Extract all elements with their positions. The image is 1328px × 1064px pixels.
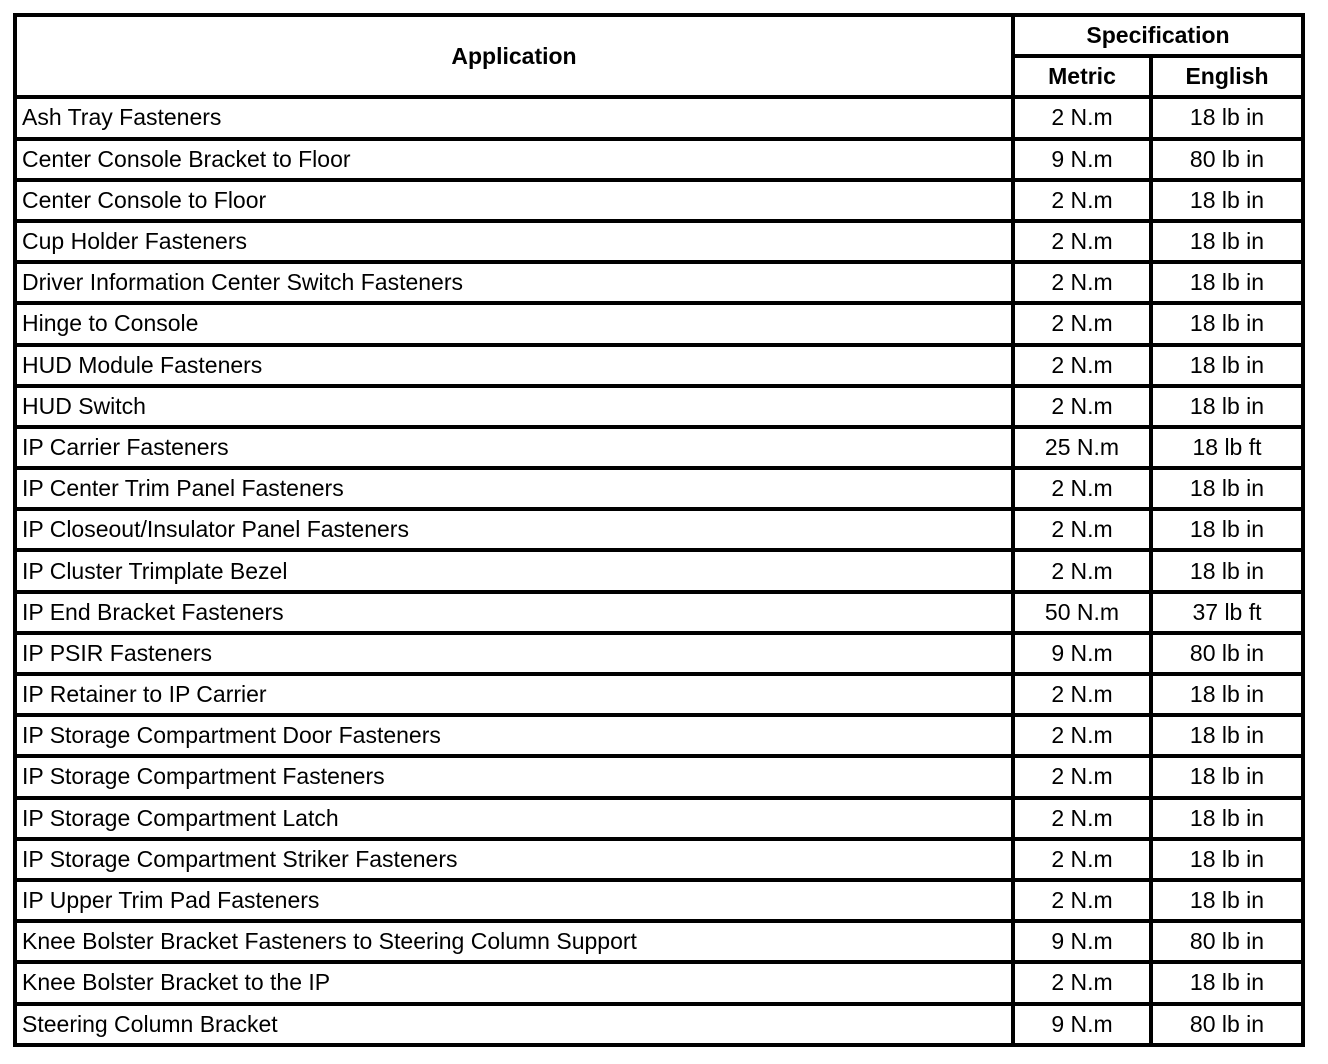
table-row (15, 880, 1303, 921)
table-row (15, 139, 1303, 180)
table-row (15, 550, 1303, 591)
english-cell: 18 lb in (1151, 262, 1303, 303)
table-body (15, 97, 1303, 1044)
english-cell: 18 lb in (1151, 345, 1303, 386)
table-row (15, 509, 1303, 550)
table-row (15, 221, 1303, 262)
application-cell: IP Storage Compartment Fasteners (15, 756, 1013, 797)
metric-cell: 2 N.m (1013, 386, 1151, 427)
application-cell: IP Closeout/Insulator Panel Fasteners (15, 509, 1013, 550)
table-row (15, 798, 1303, 839)
english-cell: 18 lb in (1151, 468, 1303, 509)
fastener-spec-table (13, 13, 1305, 1047)
english-cell: 18 lb in (1151, 550, 1303, 591)
metric-cell: 9 N.m (1013, 921, 1151, 962)
metric-cell: 9 N.m (1013, 1004, 1151, 1045)
table-row (15, 97, 1303, 138)
english-cell: 18 lb in (1151, 798, 1303, 839)
metric-header: Metric (1013, 56, 1151, 97)
english-cell: 18 lb in (1151, 180, 1303, 221)
metric-cell: 2 N.m (1013, 97, 1151, 138)
metric-cell: 2 N.m (1013, 715, 1151, 756)
application-cell: Hinge to Console (15, 303, 1013, 344)
application-header: Application (15, 15, 1013, 97)
metric-cell: 2 N.m (1013, 345, 1151, 386)
english-cell: 37 lb ft (1151, 592, 1303, 633)
english-cell: 18 lb ft (1151, 427, 1303, 468)
english-cell: 18 lb in (1151, 386, 1303, 427)
english-cell: 18 lb in (1151, 880, 1303, 921)
application-cell: Knee Bolster Bracket to the IP (15, 962, 1013, 1003)
metric-cell: 2 N.m (1013, 674, 1151, 715)
application-cell: IP Carrier Fasteners (15, 427, 1013, 468)
header-row (15, 15, 1303, 56)
table-row (15, 180, 1303, 221)
application-cell: IP Retainer to IP Carrier (15, 674, 1013, 715)
application-cell: IP Center Trim Panel Fasteners (15, 468, 1013, 509)
metric-cell: 2 N.m (1013, 468, 1151, 509)
application-cell: IP Cluster Trimplate Bezel (15, 550, 1013, 591)
metric-cell: 2 N.m (1013, 180, 1151, 221)
application-cell: Cup Holder Fasteners (15, 221, 1013, 262)
english-cell: 80 lb in (1151, 1004, 1303, 1045)
metric-cell: 2 N.m (1013, 798, 1151, 839)
table-row (15, 427, 1303, 468)
english-cell: 80 lb in (1151, 921, 1303, 962)
table-row (15, 715, 1303, 756)
english-cell: 18 lb in (1151, 97, 1303, 138)
application-cell: HUD Module Fasteners (15, 345, 1013, 386)
english-cell: 18 lb in (1151, 715, 1303, 756)
english-cell: 80 lb in (1151, 139, 1303, 180)
english-cell: 80 lb in (1151, 633, 1303, 674)
metric-cell: 2 N.m (1013, 509, 1151, 550)
english-cell: 18 lb in (1151, 839, 1303, 880)
english-cell: 18 lb in (1151, 962, 1303, 1003)
metric-cell: 2 N.m (1013, 880, 1151, 921)
table-row (15, 262, 1303, 303)
metric-cell: 2 N.m (1013, 550, 1151, 591)
application-cell: Ash Tray Fasteners (15, 97, 1013, 138)
table-row (15, 756, 1303, 797)
table-row (15, 345, 1303, 386)
application-cell: Steering Column Bracket (15, 1004, 1013, 1045)
english-cell: 18 lb in (1151, 303, 1303, 344)
table-row (15, 839, 1303, 880)
table-row (15, 674, 1303, 715)
english-cell: 18 lb in (1151, 221, 1303, 262)
application-cell: IP Upper Trim Pad Fasteners (15, 880, 1013, 921)
application-cell: IP Storage Compartment Latch (15, 798, 1013, 839)
metric-cell: 2 N.m (1013, 303, 1151, 344)
table-row (15, 303, 1303, 344)
table-row (15, 921, 1303, 962)
metric-cell: 25 N.m (1013, 427, 1151, 468)
english-cell: 18 lb in (1151, 674, 1303, 715)
english-cell: 18 lb in (1151, 509, 1303, 550)
table-row (15, 1004, 1303, 1045)
metric-cell: 9 N.m (1013, 633, 1151, 674)
english-header: English (1151, 56, 1303, 97)
application-cell: IP End Bracket Fasteners (15, 592, 1013, 633)
application-cell: Driver Information Center Switch Fasteners (15, 262, 1013, 303)
metric-cell: 2 N.m (1013, 756, 1151, 797)
table-row (15, 386, 1303, 427)
application-cell: IP PSIR Fasteners (15, 633, 1013, 674)
metric-cell: 9 N.m (1013, 139, 1151, 180)
table-row (15, 633, 1303, 674)
application-cell: Center Console Bracket to Floor (15, 139, 1013, 180)
specification-header: Specification (1013, 15, 1303, 56)
table-row (15, 468, 1303, 509)
application-cell: HUD Switch (15, 386, 1013, 427)
metric-cell: 2 N.m (1013, 839, 1151, 880)
table-row (15, 592, 1303, 633)
application-cell: IP Storage Compartment Striker Fasteners (15, 839, 1013, 880)
application-cell: Knee Bolster Bracket Fasteners to Steering Column Support (15, 921, 1013, 962)
application-cell: Center Console to Floor (15, 180, 1013, 221)
metric-cell: 2 N.m (1013, 262, 1151, 303)
table-row (15, 962, 1303, 1003)
metric-cell: 2 N.m (1013, 221, 1151, 262)
english-cell: 18 lb in (1151, 756, 1303, 797)
application-cell: IP Storage Compartment Door Fasteners (15, 715, 1013, 756)
metric-cell: 2 N.m (1013, 962, 1151, 1003)
metric-cell: 50 N.m (1013, 592, 1151, 633)
